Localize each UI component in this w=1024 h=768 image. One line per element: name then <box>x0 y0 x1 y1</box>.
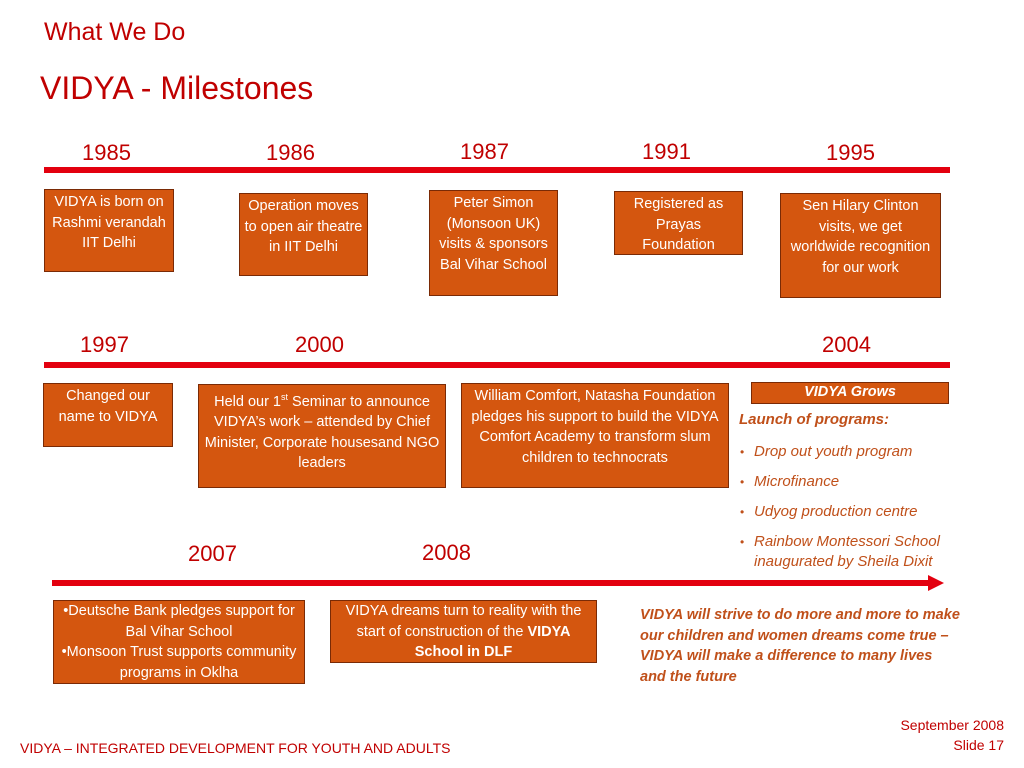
footer-slide-info <box>900 715 1004 755</box>
year-1991: 1991 <box>642 139 691 164</box>
deutsche-bank-text: •Deutsche Bank pledges support for Bal Vihar School <box>63 603 295 640</box>
year-2004: 2004 <box>822 332 871 357</box>
program-item-dropout: • Drop out youth program <box>736 442 976 462</box>
program-item-udyog: • Udyog production centre <box>736 502 976 522</box>
milestone-box-2008 <box>330 600 597 663</box>
milestone-box-1987: Peter Simon (Monsoon UK) visits & sponsors Bal Vihar School <box>429 190 558 296</box>
closing-statement: VIDYA will strive to do more and more to make our children and women dreams come true – VIDYA will make a difference to many lives and the future <box>640 607 960 685</box>
milestone-box-2000 <box>198 384 446 488</box>
year-1985: 1985 <box>82 140 131 165</box>
page-title: VIDYA - Milestones <box>40 70 314 106</box>
seminar-text-suffix: Seminar to announce VIDYA’s work – attended by Chief Minister, Corporate housesand NGO leaders <box>204 393 440 472</box>
milestone-box-comfort: William Comfort, Natasha Foundation pledges his support to build the VIDYA Comfort Academy to transform slum children to technocrats <box>461 383 729 488</box>
timeline-rule-2 <box>44 362 950 368</box>
monsoon-trust-text: •Monsoon Trust supports community programs in Oklha <box>61 644 297 681</box>
footer-slide-number: Slide 17 <box>953 737 1004 753</box>
timeline-arrow-line <box>52 580 932 586</box>
year-2000: 2000 <box>295 332 344 357</box>
year-2007: 2007 <box>188 541 237 566</box>
section-title: What We Do <box>44 18 186 46</box>
milestone-box-2007 <box>53 600 305 684</box>
milestone-box-1986: Operation moves to open air theatre in IIT Delhi <box>239 193 368 276</box>
program-list <box>736 442 976 582</box>
milestone-box-1985: VIDYA is born on Rashmi verandah IIT Delhi <box>44 189 174 272</box>
milestone-box-1991: Registered as Prayas Foundation <box>614 191 743 255</box>
milestone-box-1995: Sen Hilary Clinton visits, we get worldwide recognition for our work <box>780 193 941 298</box>
year-2008: 2008 <box>422 540 471 565</box>
year-1997: 1997 <box>80 332 129 357</box>
milestone-box-1997: Changed our name to VIDYA <box>43 383 173 447</box>
seminar-text-prefix: Held our 1 <box>214 393 281 410</box>
timeline-arrow-head <box>928 575 944 591</box>
vidya-grows-box: VIDYA Grows <box>751 382 949 404</box>
year-1986: 1986 <box>266 140 315 165</box>
seminar-ordinal: st <box>281 392 289 402</box>
dlf-school-text: VIDYA dreams turn to reality with the start of construction of the <box>345 603 582 640</box>
footer-org: VIDYA – INTEGRATED DEVELOPMENT FOR YOUTH AND ADULTS <box>20 740 451 756</box>
year-1995: 1995 <box>826 140 875 165</box>
program-item-montessori: • Rainbow Montessori School inaugurated by Sheila Dixit <box>736 532 976 572</box>
year-1987: 1987 <box>460 139 509 164</box>
dlf-school-bold: VIDYA School in DLF <box>414 623 571 660</box>
timeline-rule-1 <box>44 167 950 173</box>
footer-date: September 2008 <box>900 717 1004 733</box>
program-item-microfinance: • Microfinance <box>736 472 976 492</box>
launch-label: Launch of programs: <box>739 411 890 428</box>
